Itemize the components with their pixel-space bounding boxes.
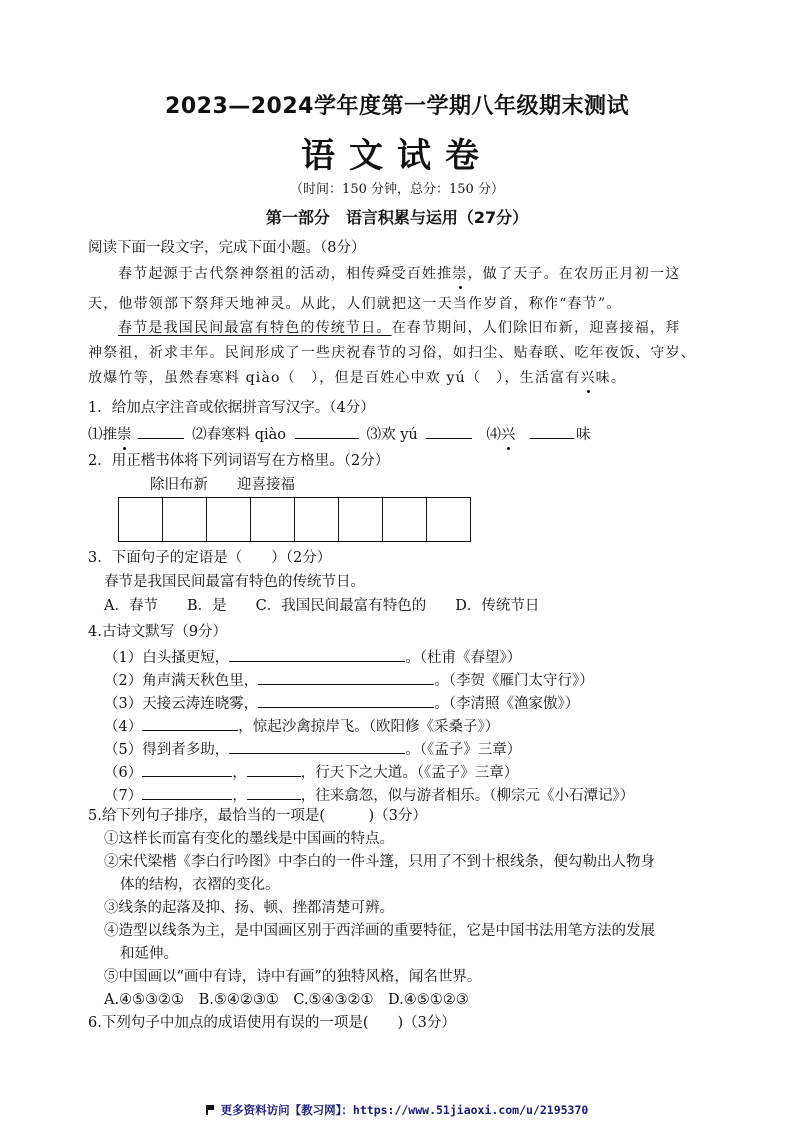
grid-cell[interactable]: [207, 498, 251, 541]
q3-stem: 3．下面句子的定语是（ ）（2分）: [88, 550, 332, 566]
answer-blank[interactable]: [142, 714, 238, 731]
grid-cell[interactable]: [163, 498, 207, 541]
grid-cell[interactable]: [295, 498, 339, 541]
poem-line-6: （6） ， ，行天下之大道。（《孟子》三章）: [104, 760, 518, 783]
grid-cell[interactable]: [383, 498, 427, 541]
q3-options: A．春节 B．是 C．我国民间最富有特色的 D．传统节日: [104, 598, 540, 614]
q5-stem: 5.给下列句子排序，最恰当的一项是( )（3分）: [88, 808, 427, 824]
reading-intro: 阅读下面一段文字，完成下面小题。（8分）: [88, 240, 366, 256]
q5-sentence-3: ③线条的起落及抑、扬、顿、挫都清楚可辨。: [104, 900, 394, 916]
writing-grid[interactable]: [118, 497, 471, 542]
exam-title: 2023—2024学年度第一学期八年级期末测试: [165, 94, 629, 119]
dotted-char: 兴: [580, 370, 596, 386]
poem-line-3: （3）天接云涛连晓雾， 。（李清照《渔家傲》）: [104, 691, 579, 714]
answer-blank[interactable]: [142, 760, 232, 777]
answer-blank[interactable]: [247, 783, 301, 800]
poem-line-5: （5）得到者多助， 。（《孟子》三章）: [104, 737, 521, 760]
q5-sentence-2-cont: 体的结构，衣褶的变化。: [120, 877, 280, 893]
q2-words: 除旧布新 迎喜接福: [150, 477, 295, 493]
part-title: 第一部分 语言积累与运用（27分）: [265, 208, 529, 227]
passage-line-5: 放爆竹等，虽然春寒料 qiào（ ），但是百姓心中欢 yú（ ），生活富有兴味。: [88, 370, 627, 386]
q5-options: A.④⑤③②① B.⑤④②③① C.⑤④③②① D.④⑤①②③: [104, 992, 469, 1008]
grid-cell[interactable]: [251, 498, 295, 541]
grid-cell[interactable]: [427, 498, 470, 541]
q5-sentence-1: ①这样长而富有变化的墨线是中国画的特点。: [104, 831, 394, 847]
poem-line-4: （4） ，惊起沙禽掠岸飞。（欧阳修《采桑子》）: [104, 714, 499, 737]
poem-line-7: （7） ， ，往来翕忽，似与游者相乐。（柳宗元《小石潭记》）: [104, 783, 634, 806]
dotted-char: 兴: [500, 427, 516, 443]
passage-line-2: 天，他带领部下祭拜天地神灵。从此，人们就把这一天当作岁首，称作“春节”。: [88, 296, 622, 312]
poem-line-1: （1）白头搔更短， 。（杜甫《春望》）: [104, 645, 521, 668]
grid-cell[interactable]: [119, 498, 163, 541]
exam-info: （时间：150 分钟，总分：150 分）: [290, 182, 504, 197]
q6-stem: 6.下列句子中加点的成语使用有误的一项是( )（3分）: [88, 1015, 456, 1031]
q5-sentence-4: ④造型以线条为主，是中国画区别于西洋画的重要特征，它是中国书法用笔方法的发展: [104, 923, 655, 939]
answer-blank[interactable]: [142, 783, 232, 800]
passage-line-3: 春节是我国民间最富有特色的传统节日。在春节期间，人们除旧布新，迎喜接福，拜: [118, 320, 681, 336]
dotted-char: 崇: [452, 266, 468, 282]
subject-title: 语文试卷: [301, 136, 493, 176]
q4-stem: 4.古诗文默写（9分）: [88, 624, 228, 640]
q3-sentence: 春节是我国民间最富有特色的传统节日。: [104, 574, 365, 590]
flag-icon: [206, 1105, 217, 1115]
q5-sentence-4-cont: 和延伸。: [120, 946, 178, 962]
answer-blank[interactable]: [138, 422, 184, 439]
footer-link[interactable]: 更多资料访问【教习网】：https://www.51jiaoxi.com/u/2195370: [0, 1102, 794, 1118]
q5-sentence-5: ⑤中国画以“画中有诗，诗中有画”的独特风格，闻名世界。: [104, 969, 482, 985]
q1-stem: 1．给加点字注音或依据拼音写汉字。（4分）: [88, 400, 375, 416]
answer-blank[interactable]: [295, 422, 359, 439]
passage-line-1: 春节起源于古代祭神祭祖的活动，相传舜受百姓推崇，做了天子。在农历正月初一这: [118, 266, 681, 282]
answer-blank[interactable]: [426, 422, 472, 439]
passage-line-4: 神祭祖，祈求丰年。民间形成了一些庆祝春节的习俗，如扫尘、贴春联、吃年夜饭、守岁、: [88, 345, 696, 361]
answer-blank[interactable]: [258, 691, 434, 708]
answer-blank[interactable]: [229, 737, 405, 754]
q2-stem: 2．用正楷书体将下列词语写在方格里。（2分）: [88, 453, 390, 469]
answer-blank[interactable]: [258, 668, 434, 685]
poem-line-2: （2）角声满天秋色里， 。（李贺《雁门太守行》）: [104, 668, 594, 691]
q5-sentence-2: ②宋代梁楷《李白行吟图》中李白的一件斗篷，只用了不到十根线条，便勾勒出人物身: [104, 854, 655, 870]
grid-cell[interactable]: [339, 498, 383, 541]
underlined-sentence: 春节是我国民间最富有特色的传统节日。: [118, 320, 392, 336]
q1-items: ⑴推崇 ⑵春寒料 qiào ⑶欢 yú ⑷兴 味: [88, 422, 590, 445]
answer-blank[interactable]: [530, 422, 574, 439]
answer-blank[interactable]: [247, 760, 301, 777]
answer-blank[interactable]: [229, 645, 405, 662]
dotted-char: 崇: [117, 427, 132, 443]
